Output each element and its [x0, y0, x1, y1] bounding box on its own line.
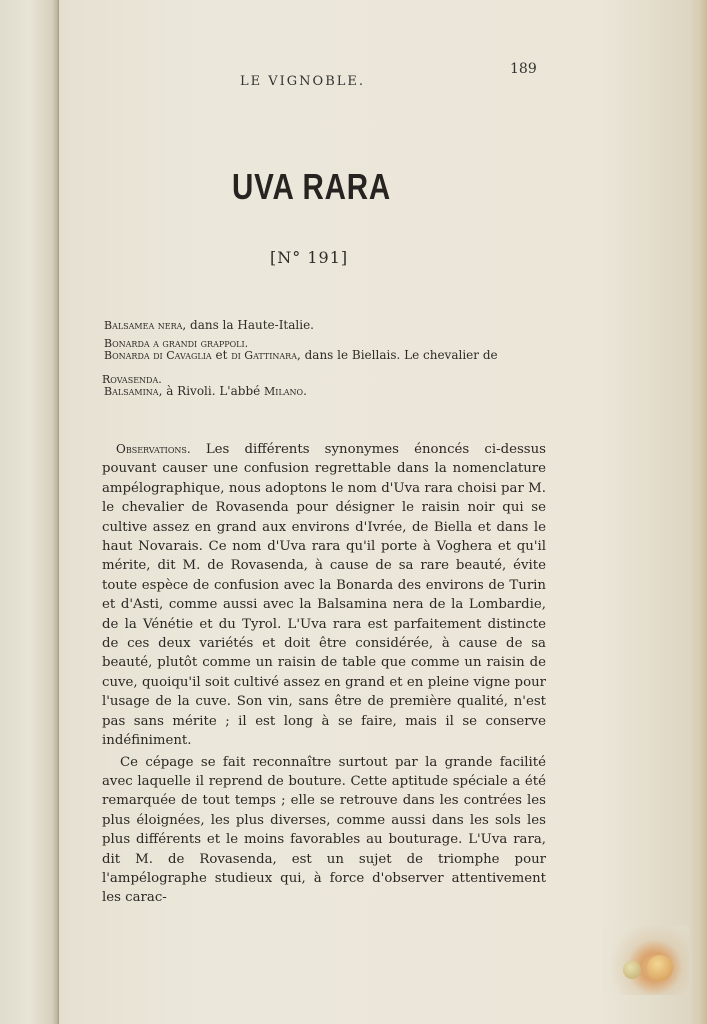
paragraph-1-text: Les différents synonymes énoncés ci-dessus pouvant causer une confusion regrettable dans la nomenclature ampélographique, nous adoptons le nom d'Uva rara choisi par M. le chevalier de Rovasenda pour désigner le raisin noir qui se cultive assez en grand aux environs d'Ivrée, de Biella et dans le haut Novarais. Ce nom d'Uva rara qu'il porte à Voghera et qu'il mérite, dit M. de Rovasenda, à cause de sa rare beauté, évite toute espèce de confusion avec la Bonarda des environs de Turin et d'Asti, comme aussi avec la Balsamina nera de la Lombardie, de la Vénétie et du Tyrol. L'Uva rara est parfaitement distincte de ces deux variétés et doit être considérée, à cause de sa beauté, plutôt comme un raisin de table que comme un raisin de cuve, quoiqu'il soit cultivé assez en grand et en pleine vigne pour l'usage de la cuve. Son vin, sans être de première qualité, n'est pas sans mérite ; il est long à se faire, mais il se conserve indéfiniment. [102, 442, 546, 749]
running-head: LE VIGNOBLE. [240, 74, 366, 89]
observations-label: Observations. [116, 442, 191, 456]
fruit-shape [647, 955, 673, 981]
synonym-text: , à Rivoli. L'abbé [158, 384, 265, 398]
synonym-text: , dans le Biellais. Le chevalier de [296, 348, 498, 362]
synonym-name: Bonarda a grandi grappoli. [104, 337, 249, 350]
synonym-name-2: Milano [264, 385, 304, 398]
paragraph-2: Ce cépage se fait reconnaître surtout par la grande facilité avec laquelle il reprend de bouture. Cette aptitude spéciale a été remarquée de tout temps ; elle se retrouve dans les contrées les plus éloignées, les plus diverses, comme aussi dans les sols les plus différents et le moins favorables au bouturage. L'Uva rara, dit M. de Rovasenda, est un sujet de triomphe pour l'ampélographe studieux qui, à force d'observer attentivement les carac- [102, 754, 546, 906]
entry-number: [N° 191] [270, 248, 349, 267]
synonym-name: Balsamea nera [104, 319, 183, 332]
synonym-text: , dans la Haute-Italie. [182, 318, 314, 332]
right-page-edge [691, 0, 707, 1024]
left-page-edge [0, 0, 59, 1024]
synonym-name: Rovasenda. [102, 373, 162, 386]
synonym-name-2: di Gattinara [231, 349, 297, 362]
synonym-line-1 [104, 318, 314, 332]
fruit-shape [623, 961, 641, 979]
synonym-name: Bonarda di Cavaglia [104, 349, 212, 362]
page-title: UVA RARA [232, 166, 392, 207]
body-text [102, 440, 546, 908]
page-number: 189 [510, 61, 537, 77]
synonym-end: . [303, 384, 307, 398]
synonym-line-3 [104, 348, 498, 362]
paragraph-observations [102, 440, 546, 751]
synonym-name: Balsamina [104, 385, 159, 398]
corner-fruit-image [603, 925, 689, 995]
synonym-line-5 [104, 384, 307, 398]
synonym-connector: et [211, 348, 232, 362]
